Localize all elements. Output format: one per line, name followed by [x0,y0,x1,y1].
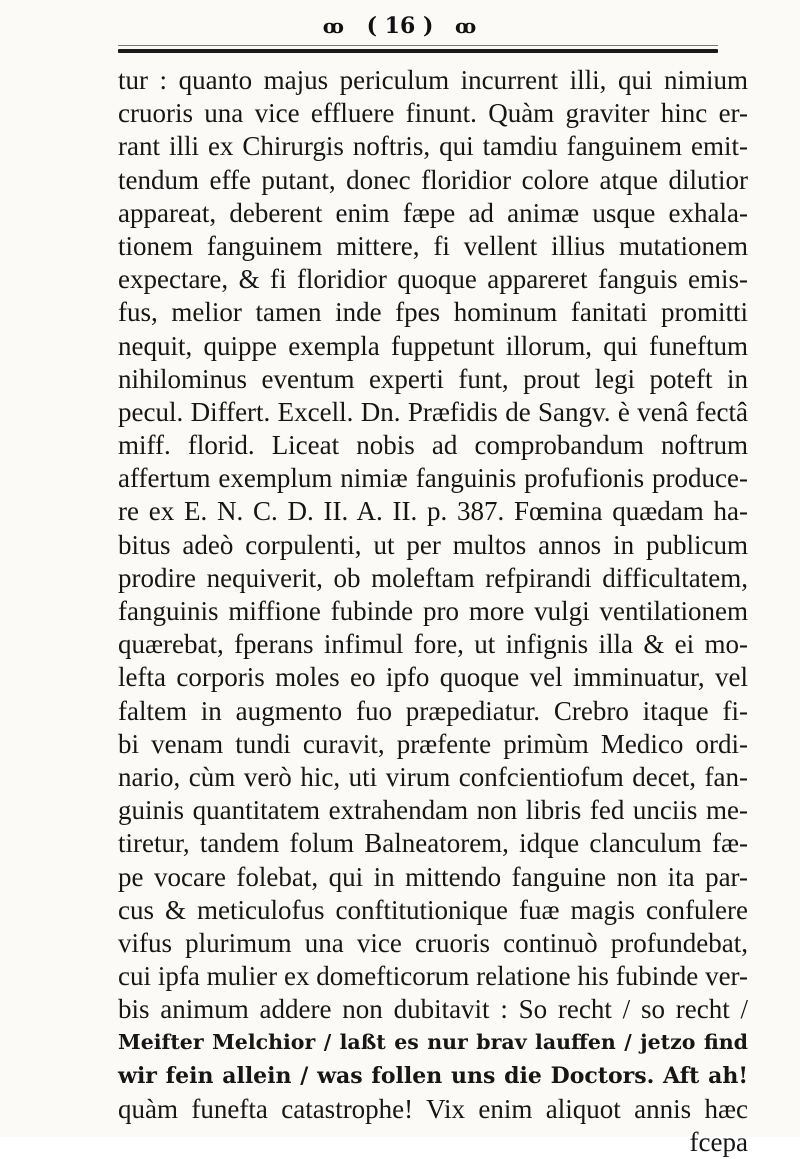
text-line: vifus plurimum una vice cruoris continuò profundebat, [118,927,748,958]
text-line: bi venam tundi curavit, præfente primùm Medico ordi- [118,728,748,759]
text-line: cus & meticulofus conftitutionique fuæ magis confulere [118,894,748,925]
text-line: tur : quanto majus periculum incurrent illi, qui nimium [118,65,748,95]
text-line: lefta corporis moles eo ipfo quoque vel imminuatur, vel [118,662,748,693]
text-line: nequit, quippe exempla fuppetunt illorum, qui funeftum [118,330,748,361]
text-line: prodire nequiverit, ob moleftam refpirandi difficultatem, [118,562,748,593]
text-line: bitus adeò corpulenti, ut per multos annos in publicum [118,529,748,560]
text-line: quærebat, fperans infimul fore, ut infignis illa & ei mo- [118,629,748,660]
text-line: cui ipfa mulier ex domefticorum relatione his fubinde ver- [118,961,748,992]
text-line: faltem in augmento fuo præpediatur. Crebro itaque fi- [118,695,748,726]
page-header [0,6,800,46]
text-line: tionem fanguinem mittere, fi vellent illius mutationem [118,230,748,261]
text-line: pe vocare folebat, qui in mittendo fanguine non ita par- [118,861,748,892]
text-line: expectare, & fi floridior quoque appareret fanguis emis- [118,264,748,295]
header-rule [118,49,718,53]
left-ornament: ꝏ [322,14,345,38]
header-rule-thin [118,45,718,46]
text-line: guinis quantitatem extrahendam non libris fed unciis me- [118,795,748,826]
text-line-blackletter: Meifter Melchior / laßt es nur brav lauffen / jetzo find [118,1030,748,1055]
text-line: tendum effe putant, donec floridior colore atque dilutior [118,164,748,195]
text-line: bis animum addere non dubitavit : So recht / so recht / [118,994,748,1025]
page-number: ( 16 ) [366,13,434,39]
text-line: fus, melior tamen inde fpes hominum fanitati promitti [118,297,748,328]
body-text [118,64,748,1159]
text-line: cruoris una vice effluere finunt. Quàm graviter hinc er- [118,98,748,129]
text-line: affertum exemplum nimiæ fanguinis profufionis produce- [118,463,748,494]
text-line: tiretur, tandem folum Balneatorem, idque clanculum fæ- [118,828,748,859]
text-line: nario, cùm verò hic, uti virum confcientiofum decet, fan- [118,761,748,792]
text-line: nihilominus eventum experti funt, prout legi poteft in [118,363,748,394]
text-line: appareat, deberent enim fæpe ad animæ usque exhala- [118,197,748,228]
text-line: re ex E. N. C. D. II. A. II. p. 387. Fœmina quædam ha- [118,496,748,527]
catchword: fcepa [689,1127,748,1157]
text-line: quàm funefta catastrophe! Vix enim aliquot annis hæc [118,1093,748,1124]
text-line-blackletter: wir fein allein / was follen uns die Doctors. Aft ah! [118,1062,748,1089]
text-line: rant illi ex Chirurgis noftris, qui tamdiu fanguinem emit- [118,131,748,162]
text-line: pecul. Differt. Excell. Dn. Præfidis de Sangv. è venâ fectâ [118,396,748,427]
text-line: miff. florid. Liceat nobis ad comprobandum noftrum [118,430,748,461]
right-ornament: ꝏ [455,14,478,38]
text-line: fanguinis miffione fubinde pro more vulgi ventilationem [118,596,748,626]
